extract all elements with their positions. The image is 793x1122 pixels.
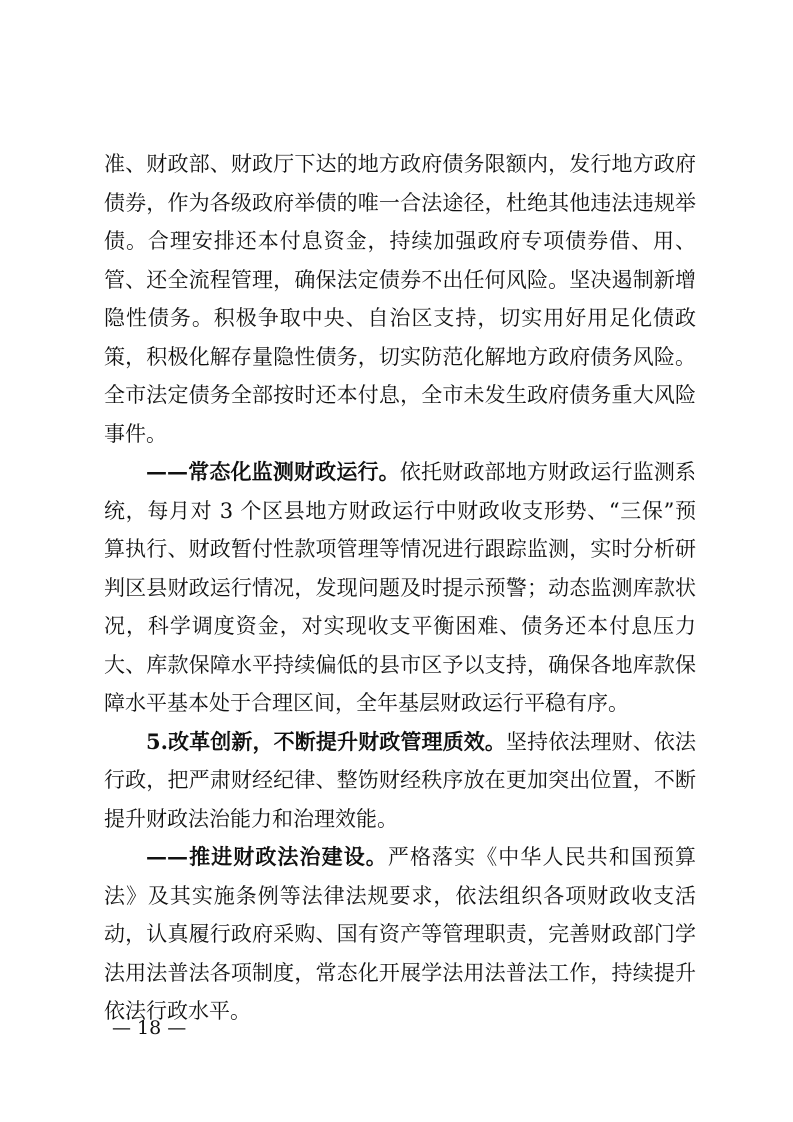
paragraph-heading: ——常态化监测财政运行。	[146, 459, 400, 484]
paragraph-text: 坚持依法理财、依法行政，把严肃财经纪律、整饬财经秩序放在更加突出位置，不断提升财政法治能力和治理效能。	[104, 729, 696, 831]
paragraph-text: 准、财政部、财政厅下达的地方政府债务限额内，发行地方政府债券，作为各级政府举债的唯一合法途径，杜绝其他违法违规举债。合理安排还本付息资金，持续加强政府专项债券借、用、管、还全流程管理，确保法定债券不出任何风险。坚决遏制新增隐性债务。积极争取中央、自治区支持，切实用好用足化债政策，积极化解存量隐性债务，切实防范化解地方政府债务风险。全市法定债务全部按时还本付息，全市未发生政府债务重大风险事件。	[104, 152, 696, 446]
paragraph-heading: ——推进财政法治建设。	[146, 844, 388, 869]
paragraph-rule-of-law	[104, 838, 696, 1031]
paragraph-fiscal-monitoring	[104, 453, 696, 723]
document-body	[104, 145, 696, 1031]
paragraph-text: 依托财政部地方财政运行监测系统，每月对 3 个区县地方财政运行中财政收支形势、“三保”预算执行、财政暂付性款项管理等情况进行跟踪监测，实时分析研判区县财政运行情况，发现问题及时提示预警；动态监测库款状况，科学调度资金，对实现收支平衡困难、债务还本付息压力大、库款保障水平持续偏低的县市区予以支持，确保各地库款保障水平基本处于合理区间，全年基层财政运行平稳有序。	[104, 460, 697, 715]
paragraph-text: 严格落实《中华人民共和国预算法》及其实施条例等法律法规要求，依法组织各项财政收支活动，认真履行政府采购、国有资产等管理职责，完善财政部门学法用法普法各项制度，常态化开展学法用法普法工作，持续提升依法行政水平。	[104, 845, 697, 1023]
page-number: — 18 —	[112, 1017, 187, 1039]
paragraph-reform-innovation	[104, 723, 696, 839]
section-heading: 5.改革创新，不断提升财政管理质效。	[146, 728, 507, 754]
paragraph-debt-management	[104, 145, 696, 453]
